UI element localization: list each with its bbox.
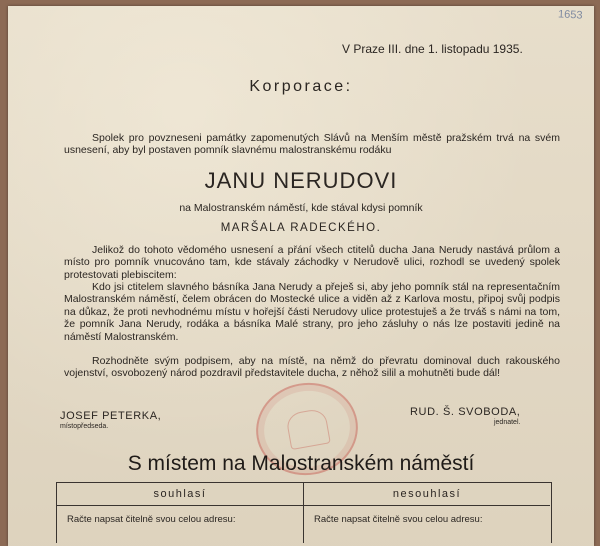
column-agree-header: souhlasí	[57, 483, 303, 506]
former-monument-name: MARŠALA RADECKÉHO.	[220, 222, 382, 234]
column-disagree	[304, 483, 550, 543]
paragraph-protest: Jelikož do tohoto vědomého usnesení a přání všech ctitelů ducha Jana Nerudy nastává průlom a místo pro pomník vnucováno tam, kde stávaly záchodky v Nerudově ulici, rozhodl se uvedený spolek protestovati plebiscitem:	[64, 244, 560, 281]
column-agree	[57, 483, 304, 543]
ballot-title: S místem na Malostranském náměstí	[127, 452, 475, 475]
column-agree-address-prompt[interactable]: Račte napsat čitelně svou celou adresu:	[67, 514, 236, 525]
stamp-emblem	[285, 408, 331, 450]
ballot-table	[56, 482, 552, 543]
paragraph-appeal: Kdo jsi ctitelem slavného básníka Jana Nerudy a přeješ si, aby jeho pomník stál na representačním Malostranském náměstí, čelem obrácen do Mostecké ulice a viděn až z Karlova mostu, připoj svůj podpis na důkaz, že proti nevhodnému místu v hořejší části Nerudovy ulice protestuješ a že trváš s námi na tom, že pomník Jana Nerudy, rodáka a básníka Malé strany, pro jeho zásluhy o nás lze postaviti jedině na náměstí Malostranském.	[64, 281, 560, 343]
signatory-left-role: místopředseda.	[60, 423, 109, 430]
date-line: V Praze III. dne 1. listopadu 1935.	[342, 42, 523, 56]
signatory-left-name: JOSEF PETERKA,	[60, 410, 162, 422]
signatory-right	[410, 406, 520, 426]
paragraph-intro: Spolek pro povzneseni památky zapomenutých Slávů na Menším městě pražském trvá na svém usnesení, aby byl postaven pomník slavnému malostranskému rodáku	[64, 132, 560, 157]
honoree-name: JANU NERUDOVI	[204, 168, 398, 193]
signatory-left	[60, 410, 161, 430]
column-disagree-address-prompt[interactable]: Račte napsat čitelně svou celou adresu:	[314, 514, 483, 525]
inventory-number: 1653	[557, 8, 583, 22]
signatory-right-role: jednatel.	[493, 419, 521, 426]
heading: Korporace:	[249, 78, 353, 95]
signatory-right-name: RUD. Š. SVOBODA,	[410, 406, 521, 418]
leaflet-page	[8, 6, 594, 546]
paragraph-decide: Rozhodněte svým podpisem, aby na místě, na němž do převratu dominoval duch rakouského vojenství, osvobozený národ pozdravil představitele ducha, z něhož silil a mohutněti bude dál!	[64, 355, 560, 380]
location-line: na Malostranském náměstí, kde stával kdysi pomník	[179, 202, 423, 214]
column-disagree-header: nesouhlasí	[304, 483, 550, 506]
